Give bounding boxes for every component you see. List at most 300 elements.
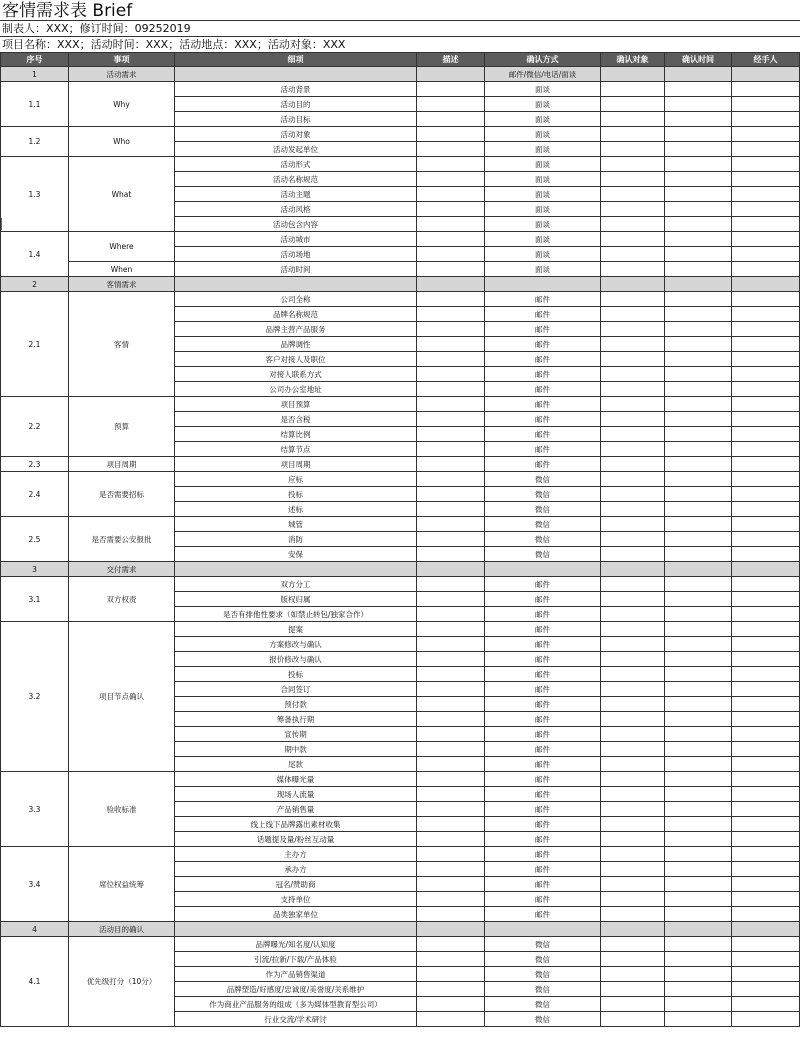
description-cell[interactable] [417, 862, 485, 877]
handler-cell[interactable] [732, 202, 800, 217]
description-cell[interactable] [417, 367, 485, 382]
handler-cell[interactable] [732, 337, 800, 352]
confirm-method-cell: 面谈 [485, 112, 601, 127]
description-cell[interactable] [417, 667, 485, 682]
handler-cell[interactable] [732, 622, 800, 637]
confirm-method-cell: 邮件 [485, 427, 601, 442]
confirm-time-cell[interactable] [665, 367, 732, 382]
confirm-target-cell[interactable] [601, 607, 665, 622]
confirm-target-cell[interactable] [601, 757, 665, 772]
confirm-target-cell[interactable] [601, 802, 665, 817]
group-number: 4.1 [1, 937, 69, 1027]
confirm-target-cell[interactable] [601, 472, 665, 487]
confirm-time-cell[interactable] [665, 172, 732, 187]
section-row [1, 67, 800, 82]
description-cell[interactable] [417, 787, 485, 802]
handler-cell[interactable] [732, 742, 800, 757]
confirm-time-cell[interactable] [665, 202, 732, 217]
description-cell[interactable] [417, 142, 485, 157]
description-cell[interactable] [417, 172, 485, 187]
handler-cell[interactable] [732, 712, 800, 727]
description-cell[interactable] [417, 382, 485, 397]
confirm-time-cell[interactable] [665, 532, 732, 547]
confirm-time-cell[interactable] [665, 142, 732, 157]
detail-cell [175, 277, 417, 292]
confirm-target-cell[interactable] [601, 367, 665, 382]
confirm-time-cell[interactable] [665, 547, 732, 562]
confirm-time-cell[interactable] [665, 82, 732, 97]
confirm-target-cell[interactable] [601, 742, 665, 757]
confirm-target-cell[interactable] [601, 682, 665, 697]
confirm-time-cell[interactable] [665, 982, 732, 997]
confirm-target-cell[interactable] [601, 532, 665, 547]
handler-cell[interactable] [732, 802, 800, 817]
confirm-time-cell[interactable] [665, 862, 732, 877]
confirm-target-cell[interactable] [601, 727, 665, 742]
confirm-target-cell[interactable] [601, 832, 665, 847]
description-cell[interactable] [417, 1012, 485, 1027]
detail-cell: 客户对接人及职位 [175, 352, 417, 367]
handler-cell[interactable] [732, 517, 800, 532]
confirm-target-cell[interactable] [601, 1012, 665, 1027]
confirm-target-cell[interactable] [601, 382, 665, 397]
confirm-target-cell[interactable] [601, 412, 665, 427]
confirm-target-cell[interactable] [601, 862, 665, 877]
confirm-time-cell[interactable] [665, 622, 732, 637]
table-row [1, 937, 800, 952]
confirm-target-cell[interactable] [601, 817, 665, 832]
confirm-time-cell[interactable] [665, 802, 732, 817]
description-cell[interactable] [417, 352, 485, 367]
confirm-target-cell[interactable] [601, 502, 665, 517]
handler-cell[interactable] [732, 97, 800, 112]
handler-cell[interactable] [732, 532, 800, 547]
confirm-time-cell[interactable] [665, 262, 732, 277]
handler-cell[interactable] [732, 397, 800, 412]
confirm-target-cell[interactable] [601, 922, 665, 937]
confirm-time-cell[interactable] [665, 337, 732, 352]
confirm-target-cell[interactable] [601, 637, 665, 652]
handler-cell[interactable] [732, 1012, 800, 1027]
description-cell[interactable] [417, 832, 485, 847]
confirm-method-cell: 微信 [485, 937, 601, 952]
confirm-target-cell[interactable] [601, 262, 665, 277]
section-row [1, 562, 800, 577]
confirm-target-cell[interactable] [601, 487, 665, 502]
confirm-target-cell[interactable] [601, 352, 665, 367]
description-cell[interactable] [417, 907, 485, 922]
confirm-time-cell[interactable] [665, 292, 732, 307]
description-cell[interactable] [417, 487, 485, 502]
confirm-time-cell[interactable] [665, 682, 732, 697]
confirm-time-cell[interactable] [665, 727, 732, 742]
description-cell[interactable] [417, 532, 485, 547]
handler-cell[interactable] [732, 562, 800, 577]
confirm-target-cell[interactable] [601, 442, 665, 457]
group-number: 2.2 [1, 397, 69, 457]
confirm-target-cell[interactable] [601, 592, 665, 607]
confirm-target-cell[interactable] [601, 982, 665, 997]
confirm-target-cell[interactable] [601, 277, 665, 292]
description-cell[interactable] [417, 712, 485, 727]
description-cell[interactable] [417, 817, 485, 832]
confirm-time-cell[interactable] [665, 277, 732, 292]
handler-cell[interactable] [732, 217, 800, 232]
table-row [1, 157, 800, 172]
description-cell[interactable] [417, 247, 485, 262]
handler-cell[interactable] [732, 727, 800, 742]
detail-cell: 投标 [175, 487, 417, 502]
confirm-method-cell: 邮件 [485, 697, 601, 712]
confirm-time-cell[interactable] [665, 427, 732, 442]
confirm-time-cell[interactable] [665, 442, 732, 457]
handler-cell[interactable] [732, 547, 800, 562]
description-cell[interactable] [417, 847, 485, 862]
section-confirm-method [485, 922, 601, 937]
handler-cell[interactable] [732, 937, 800, 952]
section-name: 交付需求 [69, 562, 175, 577]
confirm-target-cell[interactable] [601, 892, 665, 907]
confirm-time-cell[interactable] [665, 742, 732, 757]
confirm-time-cell[interactable] [665, 352, 732, 367]
confirm-target-cell[interactable] [601, 127, 665, 142]
description-cell[interactable] [417, 202, 485, 217]
confirm-time-cell[interactable] [665, 97, 732, 112]
confirm-target-cell[interactable] [601, 247, 665, 262]
description-cell[interactable] [417, 427, 485, 442]
confirm-time-cell[interactable] [665, 127, 732, 142]
handler-cell[interactable] [732, 847, 800, 862]
confirm-target-cell[interactable] [601, 952, 665, 967]
description-cell[interactable] [417, 232, 485, 247]
handler-cell[interactable] [732, 862, 800, 877]
detail-cell: 结算节点 [175, 442, 417, 457]
confirm-target-cell[interactable] [601, 577, 665, 592]
confirm-target-cell[interactable] [601, 202, 665, 217]
handler-cell[interactable] [732, 127, 800, 142]
handler-cell[interactable] [732, 157, 800, 172]
description-cell[interactable] [417, 982, 485, 997]
confirm-target-cell[interactable] [601, 307, 665, 322]
confirm-method-cell: 面谈 [485, 157, 601, 172]
handler-cell[interactable] [732, 772, 800, 787]
confirm-target-cell[interactable] [601, 787, 665, 802]
confirm-target-cell[interactable] [601, 172, 665, 187]
confirm-time-cell[interactable] [665, 937, 732, 952]
handler-cell[interactable] [732, 967, 800, 982]
handler-cell[interactable] [732, 277, 800, 292]
description-cell[interactable] [417, 472, 485, 487]
handler-cell[interactable] [732, 82, 800, 97]
description-cell[interactable] [417, 157, 485, 172]
handler-cell[interactable] [732, 457, 800, 472]
confirm-method-cell: 邮件 [485, 817, 601, 832]
confirm-method-cell: 邮件 [485, 607, 601, 622]
confirm-method-cell: 微信 [485, 547, 601, 562]
confirm-target-cell[interactable] [601, 217, 665, 232]
confirm-time-cell[interactable] [665, 187, 732, 202]
handler-cell[interactable] [732, 262, 800, 277]
description-cell[interactable] [417, 622, 485, 637]
confirm-time-cell[interactable] [665, 1012, 732, 1027]
confirm-target-cell[interactable] [601, 772, 665, 787]
description-cell[interactable] [417, 97, 485, 112]
confirm-time-cell[interactable] [665, 382, 732, 397]
description-cell[interactable] [417, 742, 485, 757]
confirm-time-cell[interactable] [665, 952, 732, 967]
confirm-time-cell[interactable] [665, 157, 732, 172]
confirm-time-cell[interactable] [665, 712, 732, 727]
handler-cell[interactable] [732, 817, 800, 832]
description-cell[interactable] [417, 262, 485, 277]
description-cell[interactable] [417, 727, 485, 742]
confirm-time-cell[interactable] [665, 997, 732, 1012]
detail-cell: 话题提及量/粉丝互动量 [175, 832, 417, 847]
handler-cell[interactable] [732, 367, 800, 382]
col-header-confirm-method: 确认方式 [485, 53, 601, 67]
confirm-target-cell[interactable] [601, 457, 665, 472]
handler-cell[interactable] [732, 952, 800, 967]
handler-cell[interactable] [732, 637, 800, 652]
handler-cell[interactable] [732, 907, 800, 922]
description-cell[interactable] [417, 757, 485, 772]
description-cell[interactable] [417, 652, 485, 667]
confirm-time-cell[interactable] [665, 517, 732, 532]
description-cell[interactable] [417, 502, 485, 517]
confirm-time-cell[interactable] [665, 697, 732, 712]
table-row [1, 517, 800, 532]
table-header-row [1, 53, 800, 67]
description-cell[interactable] [417, 292, 485, 307]
handler-cell[interactable] [732, 682, 800, 697]
handler-cell[interactable] [732, 502, 800, 517]
confirm-target-cell[interactable] [601, 877, 665, 892]
description-cell[interactable] [417, 112, 485, 127]
handler-cell[interactable] [732, 232, 800, 247]
description-cell[interactable] [417, 682, 485, 697]
confirm-time-cell[interactable] [665, 607, 732, 622]
handler-cell[interactable] [732, 352, 800, 367]
handler-cell[interactable] [732, 787, 800, 802]
handler-cell[interactable] [732, 997, 800, 1012]
confirm-target-cell[interactable] [601, 847, 665, 862]
confirm-target-cell[interactable] [601, 562, 665, 577]
confirm-target-cell[interactable] [601, 292, 665, 307]
description-cell[interactable] [417, 772, 485, 787]
confirm-method-cell: 邮件 [485, 847, 601, 862]
description-cell[interactable] [417, 802, 485, 817]
confirm-target-cell[interactable] [601, 232, 665, 247]
confirm-time-cell[interactable] [665, 847, 732, 862]
confirm-time-cell[interactable] [665, 967, 732, 982]
description-cell[interactable] [417, 412, 485, 427]
confirm-time-cell[interactable] [665, 487, 732, 502]
confirm-method-cell: 邮件 [485, 412, 601, 427]
handler-cell[interactable] [732, 112, 800, 127]
confirm-time-cell[interactable] [665, 502, 732, 517]
group-number: 2.1 [1, 292, 69, 397]
handler-cell[interactable] [732, 577, 800, 592]
confirm-method-cell: 邮件 [485, 862, 601, 877]
confirm-time-cell[interactable] [665, 787, 732, 802]
confirm-time-cell[interactable] [665, 652, 732, 667]
author-revision-line: 制表人：XXX；修订时间：09252019 [2, 22, 191, 35]
handler-cell[interactable] [732, 697, 800, 712]
item-name: 项目节点确认 [69, 622, 175, 772]
handler-cell[interactable] [732, 427, 800, 442]
detail-cell: 是否有排他性要求（如禁止转包/独家合作） [175, 607, 417, 622]
confirm-target-cell[interactable] [601, 712, 665, 727]
description-cell[interactable] [417, 892, 485, 907]
description-cell[interactable] [417, 877, 485, 892]
description-cell[interactable] [417, 607, 485, 622]
confirm-target-cell[interactable] [601, 517, 665, 532]
description-cell[interactable] [417, 577, 485, 592]
confirm-time-cell[interactable] [665, 667, 732, 682]
confirm-target-cell[interactable] [601, 82, 665, 97]
confirm-method-cell: 邮件 [485, 637, 601, 652]
description-cell[interactable] [417, 637, 485, 652]
handler-cell[interactable] [732, 307, 800, 322]
confirm-time-cell[interactable] [665, 457, 732, 472]
handler-cell[interactable] [732, 592, 800, 607]
confirm-target-cell[interactable] [601, 67, 665, 82]
description-cell[interactable] [417, 322, 485, 337]
description-cell[interactable] [417, 187, 485, 202]
description-cell[interactable] [417, 127, 485, 142]
confirm-time-cell[interactable] [665, 472, 732, 487]
description-cell[interactable] [417, 67, 485, 82]
detail-cell: 合同签订 [175, 682, 417, 697]
item-name: 是否需要招标 [69, 472, 175, 517]
handler-cell[interactable] [732, 982, 800, 997]
confirm-target-cell[interactable] [601, 547, 665, 562]
confirm-method-cell: 面谈 [485, 127, 601, 142]
confirm-time-cell[interactable] [665, 592, 732, 607]
confirm-time-cell[interactable] [665, 637, 732, 652]
confirm-target-cell[interactable] [601, 157, 665, 172]
confirm-target-cell[interactable] [601, 397, 665, 412]
detail-cell: 期中款 [175, 742, 417, 757]
handler-cell[interactable] [732, 442, 800, 457]
description-cell[interactable] [417, 517, 485, 532]
description-cell[interactable] [417, 562, 485, 577]
handler-cell[interactable] [732, 652, 800, 667]
handler-cell[interactable] [732, 187, 800, 202]
confirm-target-cell[interactable] [601, 697, 665, 712]
handler-cell[interactable] [732, 322, 800, 337]
description-cell[interactable] [417, 82, 485, 97]
description-cell[interactable] [417, 337, 485, 352]
detail-cell: 投标 [175, 667, 417, 682]
handler-cell[interactable] [732, 247, 800, 262]
description-cell[interactable] [417, 592, 485, 607]
confirm-time-cell[interactable] [665, 322, 732, 337]
detail-cell: 作为商业产品服务的组成（多为媒体型教育型公司） [175, 997, 417, 1012]
confirm-target-cell[interactable] [601, 652, 665, 667]
confirm-method-cell: 邮件 [485, 772, 601, 787]
description-cell[interactable] [417, 937, 485, 952]
confirm-time-cell[interactable] [665, 307, 732, 322]
confirm-time-cell[interactable] [665, 562, 732, 577]
confirm-time-cell[interactable] [665, 907, 732, 922]
description-cell[interactable] [417, 442, 485, 457]
confirm-time-cell[interactable] [665, 67, 732, 82]
description-cell[interactable] [417, 997, 485, 1012]
handler-cell[interactable] [732, 382, 800, 397]
confirm-time-cell[interactable] [665, 112, 732, 127]
confirm-time-cell[interactable] [665, 577, 732, 592]
description-cell[interactable] [417, 457, 485, 472]
confirm-target-cell[interactable] [601, 667, 665, 682]
handler-cell[interactable] [732, 607, 800, 622]
confirm-target-cell[interactable] [601, 112, 665, 127]
confirm-time-cell[interactable] [665, 247, 732, 262]
description-cell[interactable] [417, 952, 485, 967]
description-cell[interactable] [417, 397, 485, 412]
handler-cell[interactable] [732, 67, 800, 82]
confirm-method-cell: 面谈 [485, 202, 601, 217]
description-cell[interactable] [417, 277, 485, 292]
handler-cell[interactable] [732, 832, 800, 847]
confirm-time-cell[interactable] [665, 817, 732, 832]
handler-cell[interactable] [732, 757, 800, 772]
confirm-time-cell[interactable] [665, 232, 732, 247]
confirm-target-cell[interactable] [601, 337, 665, 352]
confirm-time-cell[interactable] [665, 757, 732, 772]
confirm-time-cell[interactable] [665, 412, 732, 427]
detail-cell: 现场人流量 [175, 787, 417, 802]
detail-cell: 版权归属 [175, 592, 417, 607]
description-cell[interactable] [417, 217, 485, 232]
confirm-target-cell[interactable] [601, 187, 665, 202]
handler-cell[interactable] [732, 292, 800, 307]
handler-cell[interactable] [732, 667, 800, 682]
item-name: When [69, 262, 175, 277]
handler-cell[interactable] [732, 487, 800, 502]
confirm-time-cell[interactable] [665, 832, 732, 847]
description-cell[interactable] [417, 967, 485, 982]
description-cell[interactable] [417, 547, 485, 562]
description-cell[interactable] [417, 307, 485, 322]
confirm-target-cell[interactable] [601, 622, 665, 637]
confirm-time-cell[interactable] [665, 772, 732, 787]
handler-cell[interactable] [732, 412, 800, 427]
description-cell[interactable] [417, 922, 485, 937]
confirm-target-cell[interactable] [601, 997, 665, 1012]
handler-cell[interactable] [732, 922, 800, 937]
confirm-time-cell[interactable] [665, 892, 732, 907]
description-cell[interactable] [417, 697, 485, 712]
confirm-target-cell[interactable] [601, 97, 665, 112]
confirm-target-cell[interactable] [601, 427, 665, 442]
confirm-time-cell[interactable] [665, 877, 732, 892]
handler-cell[interactable] [732, 877, 800, 892]
handler-cell[interactable] [732, 472, 800, 487]
confirm-target-cell[interactable] [601, 142, 665, 157]
confirm-target-cell[interactable] [601, 967, 665, 982]
handler-cell[interactable] [732, 142, 800, 157]
confirm-target-cell[interactable] [601, 907, 665, 922]
detail-cell: 作为产品销售渠道 [175, 967, 417, 982]
confirm-time-cell[interactable] [665, 217, 732, 232]
handler-cell[interactable] [732, 172, 800, 187]
handler-cell[interactable] [732, 892, 800, 907]
confirm-target-cell[interactable] [601, 322, 665, 337]
confirm-target-cell[interactable] [601, 937, 665, 952]
confirm-time-cell[interactable] [665, 397, 732, 412]
confirm-time-cell[interactable] [665, 922, 732, 937]
